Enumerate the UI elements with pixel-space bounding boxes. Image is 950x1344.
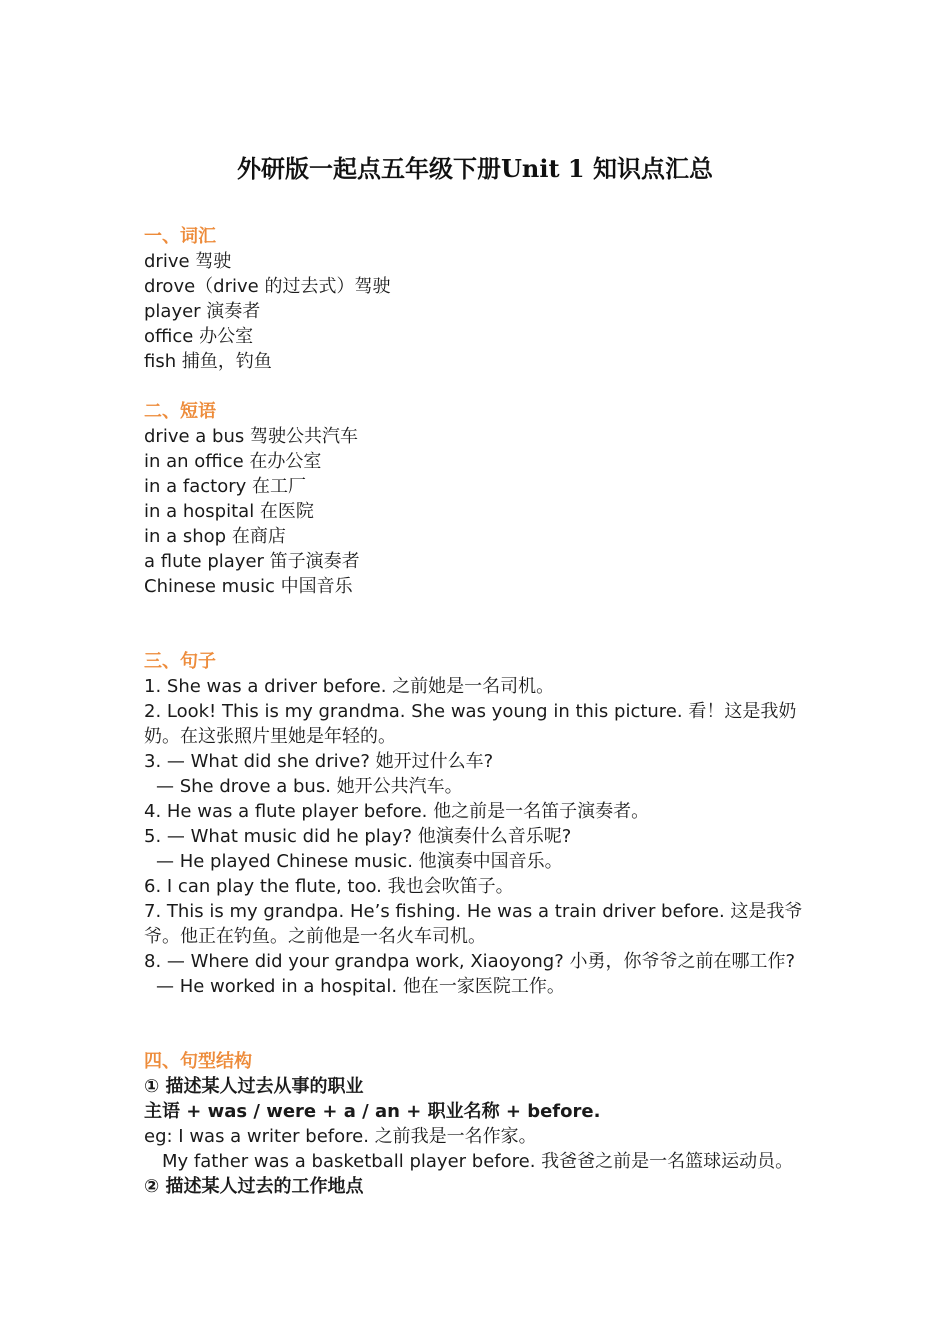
phrase-item: drive a bus 驾驶公共汽车	[144, 426, 358, 447]
phrase-item: Chinese music 中国音乐	[144, 576, 353, 597]
section-heading-structures: 四、句型结构	[144, 1051, 252, 1072]
sentence-item: — He played Chinese music. 他演奏中国音乐。	[156, 851, 563, 872]
structure-subheading: ② 描述某人过去的工作地点	[144, 1176, 364, 1197]
vocab-item: drive 驾驶	[144, 251, 232, 272]
vocab-item: office 办公室	[144, 326, 254, 347]
sentence-item: 2. Look! This is my grandma. She was young in this picture. 看！这是我奶奶。在这张照片里她是年轻的。	[144, 701, 797, 747]
page-title: 外研版一起点五年级下册Unit 1 知识点汇总	[237, 154, 713, 183]
example-sentence: eg: I was a writer before. 之前我是一名作家。	[144, 1126, 537, 1147]
sentence-item: 5. — What music did he play? 他演奏什么音乐呢?	[144, 826, 572, 847]
sentence-item: 7. This is my grandpa. He’s fishing. He was a train driver before. 这是我爷爷。他正在钓鱼。之前他是一名火车司机。	[144, 901, 803, 947]
spacer	[144, 999, 814, 1049]
sentence-item: — She drove a bus. 她开公共汽车。	[156, 776, 463, 797]
phrase-item: in an office 在办公室	[144, 451, 322, 472]
phrase-item: in a shop 在商店	[144, 526, 286, 547]
sentence-item: — He worked in a hospital. 他在一家医院工作。	[156, 976, 565, 997]
structure-subheading: ① 描述某人过去从事的职业	[144, 1076, 364, 1097]
sentence-item: 1. She was a driver before. 之前她是一名司机。	[144, 676, 555, 697]
sentence-item: 8. — Where did your grandpa work, Xiaoyong? 小勇，你爷爷之前在哪工作?	[144, 951, 796, 972]
vocab-item: fish 捕鱼，钓鱼	[144, 351, 272, 372]
phrase-item: a flute player 笛子演奏者	[144, 551, 360, 572]
phrase-item: in a factory 在工厂	[144, 476, 306, 497]
section-heading-vocab: 一、词汇	[144, 226, 216, 247]
spacer	[144, 374, 814, 399]
vocab-item: player 演奏者	[144, 301, 261, 322]
section-heading-phrases: 二、短语	[144, 401, 216, 422]
sentence-item: 6. I can play the flute, too. 我也会吹笛子。	[144, 876, 514, 897]
document-body	[144, 224, 814, 1199]
spacer	[144, 599, 814, 649]
vocab-item: drove（drive 的过去式）驾驶	[144, 276, 391, 297]
structure-formula: 主语 + was / were + a / an + 职业名称 + before.	[144, 1101, 601, 1122]
sentence-item: 3. — What did she drive? 她开过什么车?	[144, 751, 494, 772]
section-heading-sentences: 三、句子	[144, 651, 216, 672]
phrase-item: in a hospital 在医院	[144, 501, 314, 522]
example-sentence: My father was a basketball player before. 我爸爸之前是一名篮球运动员。	[162, 1151, 794, 1172]
sentence-item: 4. He was a flute player before. 他之前是一名笛子演奏者。	[144, 801, 650, 822]
